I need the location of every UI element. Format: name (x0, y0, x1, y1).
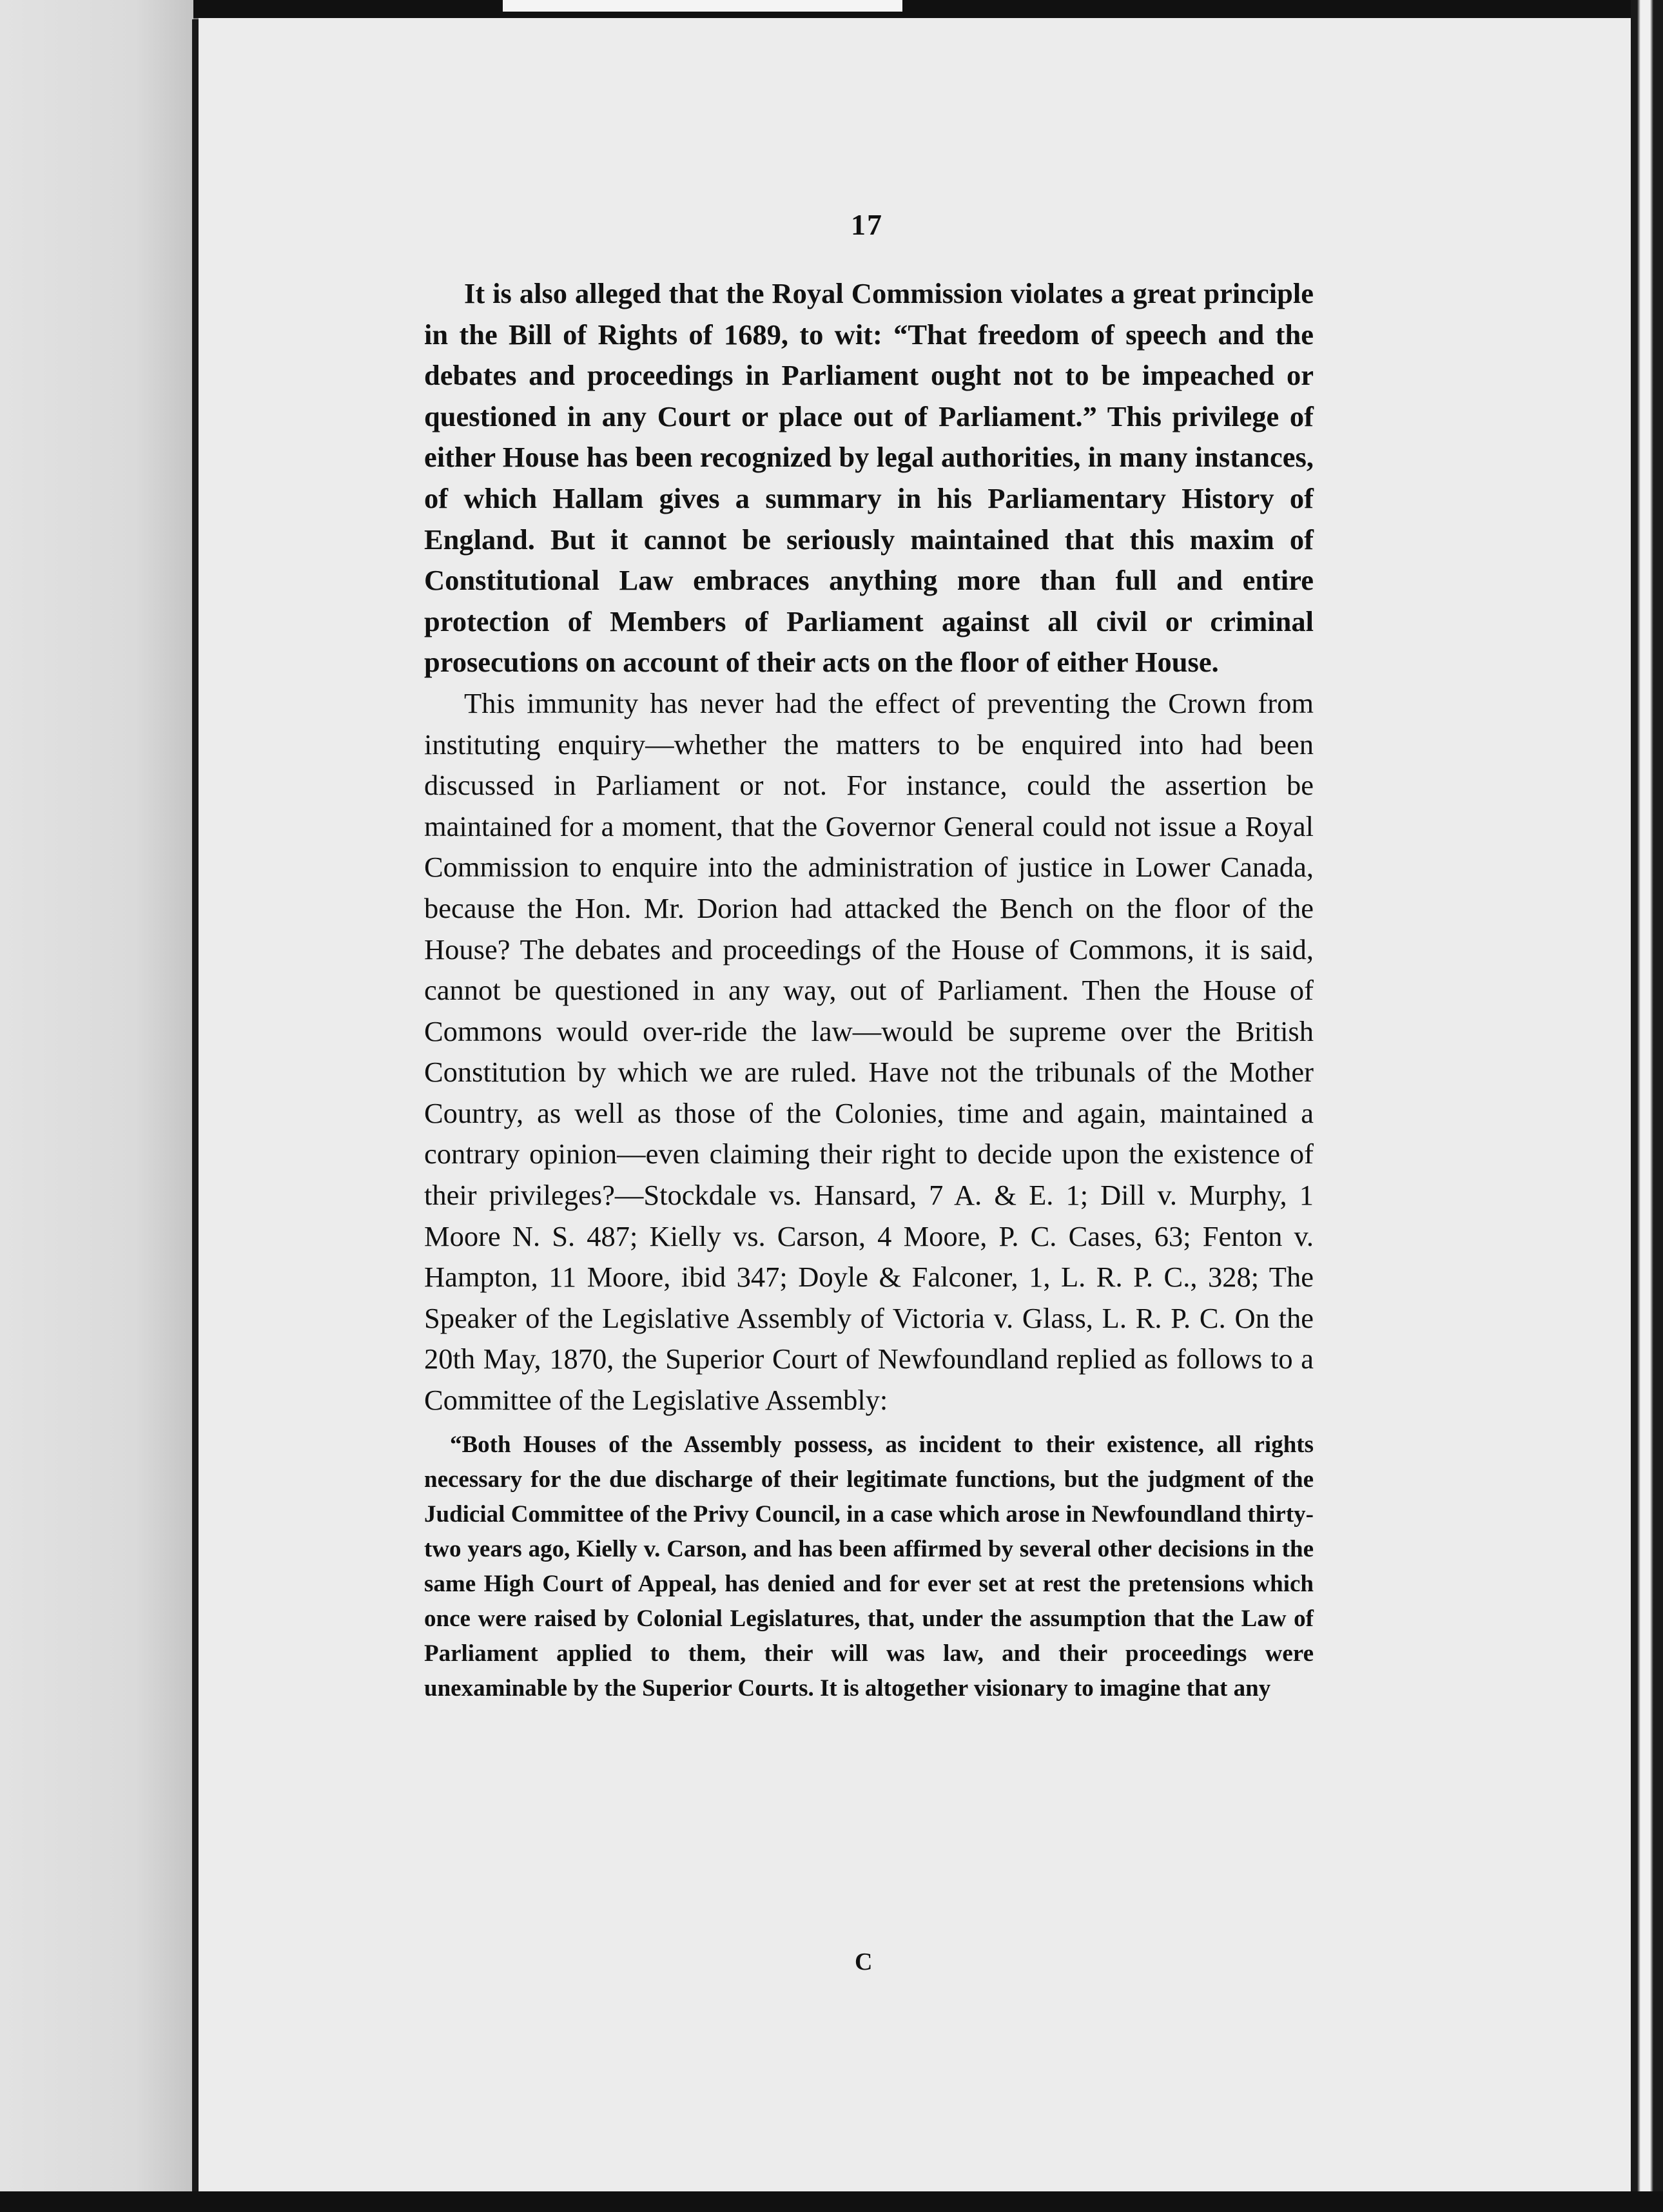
signature-mark: C (855, 1948, 873, 1975)
block-quote-newfoundland-court: “Both Houses of the Assembly possess, as incident to their existence, all rights necessary for the due discharge of their legitimate functions, but the judgment of the Judicial Committee of the Privy Council, in a case which arose in Newfoundland thirty-two years ago, Kielly v. Carson, and has been affirmed by several other decisions in the same High Court of Appeal, has denied and for ever set at rest the pretensions which once were raised by Colonial Legislatures, that, under the assumption that the Law of Parliament applied to them, their will was law, and their proceedings were unexaminable by the Superior Courts. It is altogether visionary to imagine that any (424, 1431, 1314, 1702)
paragraph-immunity: This immunity has never had the effect of preventing the Crown from instituting enquiry—whether the matters to be enquired into had been discussed in Parliament or not. For instance, could the assertion be maintained for a moment, that the Governor General could not issue a Royal Commission to enquire into the administration of justice in Lower Canada, because the Hon. Mr. Dorion had attacked the Bench on the floor of the House? The debates and proceedings of the House of Commons, it is said, cannot be questioned in any way, out of Parliament. Then the House of Commons would over-ride the law—would be supreme over the British Constitution by which we are ruled. Have not the tribunals of the Mother Country, as well as those of the Colonies, time and again, maintained a contrary opinion—even claiming their right to decide upon the existence of their privileges?—Stockdale vs. Hansard, 7 A. & E. 1; Dill v. Murphy, 1 Moore N. S. 487; Kielly vs. Carson, 4 Moore, P. C. Cases, 63; Fenton v. Hampton, 11 Moore, ibid 347; Doyle & Falconer, 1, L. R. P. C., 328; The Speaker of the Legislative Assembly of Victoria v. Glass, L. R. P. C. On the 20th May, 1870, the Superior Court of Newfoundland replied as follows to a Committee of the Legislative Assembly: (424, 686, 1314, 1417)
scan-right-border (1631, 0, 1663, 2212)
scan-top-gap (503, 0, 902, 12)
page-number: 17 (851, 208, 883, 241)
body-text (424, 273, 1314, 1706)
facing-page-edge (0, 0, 193, 2212)
binding-gutter (192, 19, 199, 2191)
paragraph-bill-of-rights: It is also alleged that the Royal Commission violates a great principle in the Bill of Rights of 1689, to wit: “That freedom of speech and the debates and proceedings in Parliament ought not to be impeached or questioned in any Court or place out of Parliament.” This privilege of either House has been recognized by legal authorities, in many instances, of which Hallam gives a summary in his Parliamentary History of England. But it cannot be seriously maintained that this maxim of Constitutional Law embraces anything more than full and entire protection of Members of Parliament against all civil or criminal prosecutions on account of their acts on the floor of either House. (424, 277, 1314, 679)
scan-bottom-border (199, 2191, 1663, 2212)
scan-bottom-left-border (0, 2191, 200, 2212)
